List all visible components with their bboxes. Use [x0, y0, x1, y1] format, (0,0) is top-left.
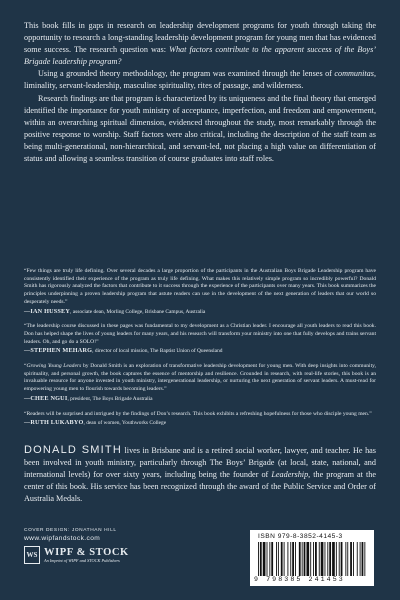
- barcode-stripe: [357, 542, 358, 576]
- barcode-stripe: [290, 542, 291, 576]
- endorsement-quote-text: by Donald Smith is an exploration of transformative leadership development for young men. With deep insights into community, spirituality, and personal growth, the book captures the essence of mentorship and resilience. Grounded in research, with real-life stories, this book is an invaluable resource for anyone invested in youth ministry, intergenerational leadership, or nurturing the next generation of servant leaders. A must-read for empowering young men to flourish towards becoming leaders.”: [24, 363, 376, 393]
- barcode-stripe: [341, 542, 343, 576]
- endorsement-attribution: [24, 308, 376, 317]
- barcode-stripe: [319, 542, 320, 576]
- intro-paragraph-1: [24, 20, 376, 68]
- publisher-block: [24, 527, 194, 564]
- barcode-stripe: [281, 542, 283, 576]
- author-bio: [24, 444, 376, 505]
- intro-text-2a: Using a grounded theory methodology, the program was examined through the lenses of: [38, 69, 335, 79]
- description: [24, 20, 376, 165]
- barcode-stripe: [299, 542, 301, 576]
- endorsement-1: [24, 268, 376, 316]
- barcode-stripe: [260, 542, 262, 576]
- program-name: Leadership: [271, 470, 309, 479]
- publisher-row: [24, 546, 194, 564]
- author-paragraph: [24, 444, 376, 505]
- barcode-stripe: [276, 542, 277, 576]
- endorsement-attribution: [24, 395, 376, 404]
- endorsement-2: [24, 323, 376, 356]
- barcode-stripe: [271, 542, 273, 576]
- barcode-stripe: [360, 542, 361, 576]
- barcode-digits: 9 798385 241453: [254, 576, 345, 583]
- endorser-name: —CHEE NGUI: [24, 394, 68, 402]
- intro-text-2b: , liminality, servant-leadership, masculine spirituality, rites of passage, and wilderness.: [24, 69, 376, 91]
- endorser-name: —STEPHEN MEHARG: [24, 347, 93, 355]
- endorser-name: —IAN HUSSEY: [24, 307, 71, 315]
- barcode-stripe: [332, 542, 335, 576]
- barcode-stripe: [306, 542, 309, 576]
- barcode-stripe: [295, 542, 296, 576]
- intro-paragraph-3: [24, 93, 376, 166]
- barcode-stripe: [325, 542, 326, 576]
- endorsements: [24, 268, 376, 435]
- author-bio-text-a: lives in Brisbane and is a retired social worker, lawyer, and teacher. He has been involved in youth ministry, particularly through The Boys’ Brigade (at local, state, national, and international levels) for over sixty years, including being the founder of: [24, 446, 376, 479]
- endorsement-3: [24, 363, 376, 404]
- endorsement-quote: [24, 363, 376, 394]
- barcode-stripe: [329, 542, 331, 576]
- barcode-stripe: [315, 542, 317, 576]
- intro-text-1: This book fills in gaps in research on leadership development programs for youth through taking the opportunity to research a long-standing leadership development program for young men that has evidenced some success. The research question was:: [24, 21, 376, 55]
- communitas-term: communitas: [334, 69, 374, 79]
- barcode-box: [250, 530, 374, 586]
- barcode-stripe: [267, 542, 268, 576]
- endorsement-attribution: [24, 419, 376, 428]
- barcode-stripe: [353, 542, 354, 576]
- publisher-logo-icon: WS: [24, 546, 40, 564]
- quote-open-mark: “: [24, 363, 27, 370]
- barcode-stripe: [269, 542, 270, 576]
- publisher-website[interactable]: www.wipfandstock.com: [24, 535, 101, 542]
- publisher-imprint: An Imprint of WIPF and STOCK Publishers: [44, 557, 120, 563]
- barcode-stripe: [327, 542, 328, 576]
- endorser-title: , president, The Boys Brigade Australia: [67, 395, 153, 402]
- barcode-stripe: [364, 542, 365, 576]
- barcode-stripe: [347, 542, 348, 576]
- intro-text-3: Research findings are that program is characterized by its uniqueness and the final theory that emerged identified the importance for youth ministry of acceptance, imperfection, and freedom and empowerment, within an overarching spiritual dimension, evidenced throughout the study, most remarkably through the positive response to worship. Staff factors were also critical, including the description of the staff team as being multi-generational, non-hierarchical, and servant-led, not placing a high value on differentiation of status and allowing a seamless transition of course graduates into staff roles.: [24, 93, 376, 164]
- author-name: DONALD SMITH: [24, 444, 122, 456]
- endorser-title: , associate dean, Morling College, Brisbane Campus, Australia: [70, 308, 206, 315]
- barcode-stripe: [362, 542, 364, 576]
- research-question: What factors contribute to the apparent success of the Boys’ Brigade leadership program?: [24, 45, 376, 67]
- barcode-stripe: [310, 542, 311, 576]
- barcode-stripe: [339, 542, 340, 576]
- barcode-stripe: [313, 542, 314, 576]
- barcode-stripe: [292, 542, 294, 576]
- barcode-stripe: [284, 542, 285, 576]
- endorsement-quote: “The leadership course discussed in these pages was fundamental to my development as a Christian leader. I encourage all youth leaders to read this book. Don has helped shape the lives of young leaders for many years, and his research will transform your ministry into one that fully develops and trains servant leaders. Oh, and go do a SOLO!”: [24, 323, 376, 345]
- cover-design-credit: COVER DESIGN: JONATHAN HILL: [24, 528, 117, 533]
- barcode-stripe: [278, 542, 279, 576]
- endorser-name: —RUTH LUKABYO: [24, 419, 84, 427]
- barcode-stripe: [350, 542, 352, 576]
- publisher-name: WIPF & STOCK: [44, 546, 129, 558]
- barcode-stripe: [304, 542, 306, 576]
- barcode-stripe: [258, 542, 259, 576]
- endorsement-attribution: [24, 347, 376, 356]
- endorsement-4: [24, 411, 376, 428]
- endorser-title: , director of local mission, The Baptist Union of Queensland: [92, 348, 223, 355]
- endorsement-quote: “Readers will be surprised and intrigued by the findings of Don’s research. This book exhibits a refreshing hopefulness for those who disciple young men.”: [24, 410, 372, 417]
- book-title-ref: Growing Young Leaders: [26, 363, 82, 370]
- barcode-stripe: [336, 542, 337, 576]
- barcode-stripe: [345, 542, 346, 576]
- publisher-text: [44, 547, 129, 564]
- barcode-stripe: [287, 542, 288, 576]
- endorser-title: , dean of women, Youthworks College: [83, 420, 167, 427]
- author-bio-text-b: , the program at the center of this book. His service has been recognized through the award of the Public Service and Order of Australia Medals.: [24, 470, 376, 503]
- isbn-label: ISBN 979-8-3852-4145-3: [258, 533, 343, 540]
- barcode-stripe: [263, 542, 266, 576]
- endorsement-quote: “Few things are truly life defining. Over several decades a large proportion of the participants in the Australian Boys Brigade Leadership program have consistently identified their experience of the program as truly life defining. What makes this relatively simple program so incredibly powerful? Donald Smith has rigorously analyzed the factors that contribute to it success through the experience of the participants over many years. This book summarizes the principles underpinning a proven leadership program that astute readers can use in the development of the next generation of leaders that our world so desperately needs.”: [24, 268, 376, 305]
- barcode-stripe: [321, 542, 324, 576]
- barcode-stripe: [302, 542, 303, 576]
- barcode-icon: [258, 542, 370, 576]
- intro-paragraph-2: [24, 68, 376, 92]
